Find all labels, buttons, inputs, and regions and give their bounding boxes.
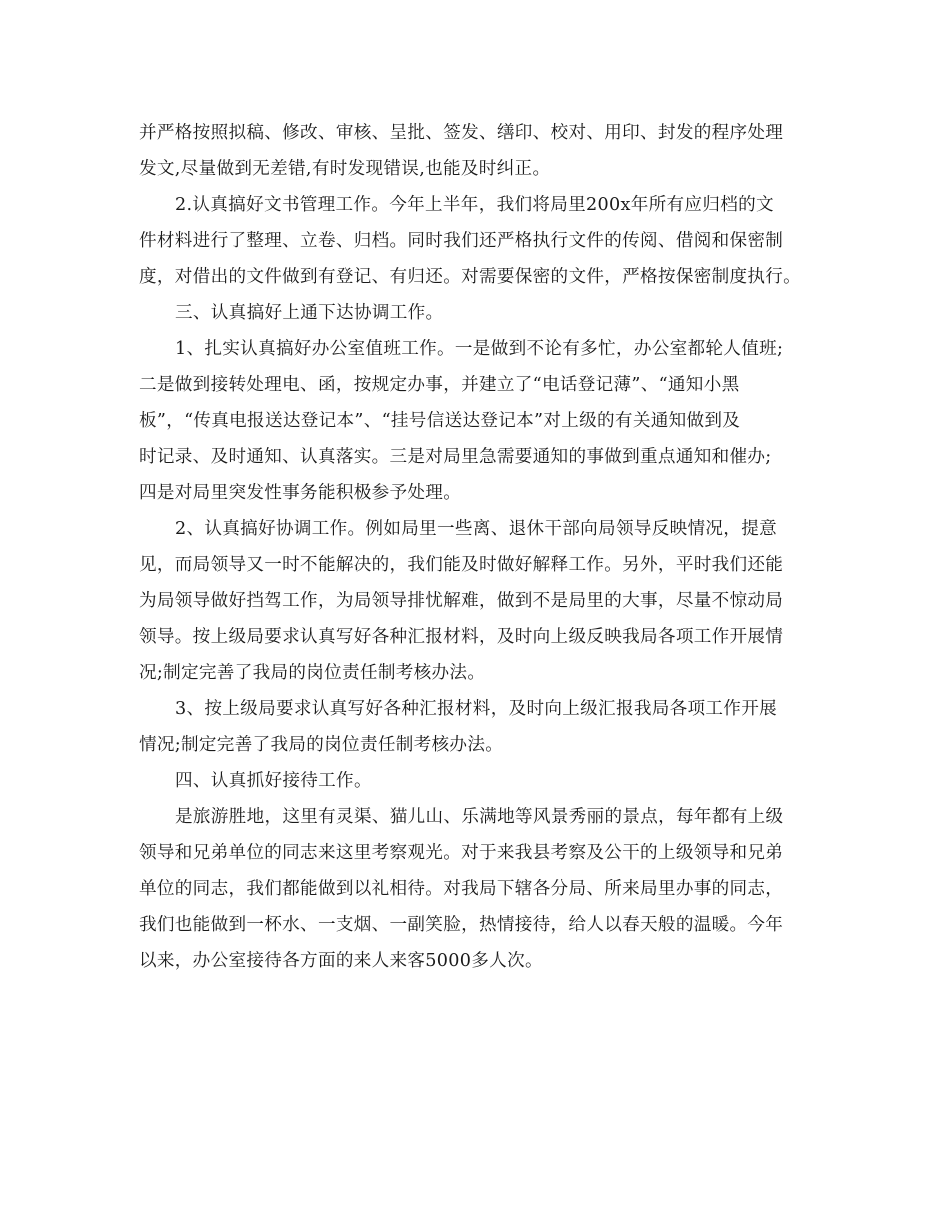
text-line: 以来，办公室接待各方面的来人来客5000多人次。	[139, 951, 543, 971]
text-line: 二是做到接转处理电、函，按规定办事，并建立了“电话登记薄”、“通知小黑	[139, 375, 740, 395]
text-line: 件材料进行了整理、立卷、归档。同时我们还严格执行文件的传阅、借阅和保密制	[139, 231, 784, 251]
text-line: 四、认真抓好接待工作。	[175, 771, 372, 791]
text-line: 况;制定完善了我局的岗位责任制考核办法。	[139, 663, 486, 683]
text-line: 领导和兄弟单位的同志来这里考察观光。对于来我县考察及公干的上级领导和兄弟	[139, 843, 784, 863]
text-line: 单位的同志，我们都能做到以礼相待。对我局下辖各分局、所来局里办事的同志，	[139, 879, 784, 899]
text-line: 时记录、及时通知、认真落实。三是对局里急需要通知的事做到重点通知和催办;	[139, 447, 772, 467]
text-line: 度，对借出的文件做到有登记、有归还。对需要保密的文件，严格按保密制度执行。	[139, 267, 802, 287]
text-line: 是旅游胜地，这里有灵渠、猫儿山、乐满地等风景秀丽的景点，每年都有上级	[175, 807, 784, 827]
text-line: 1、扎实认真搞好办公室值班工作。一是做到不论有多忙，办公室都轮人值班;	[175, 339, 784, 359]
text-line: 四是对局里突发性事务能积极参予处理。	[139, 483, 462, 503]
text-line: 为局领导做好挡驾工作，为局领导排忧解难，做到不是局里的大事，尽量不惊动局	[139, 591, 784, 611]
text-line: 领导。按上级局要求认真写好各种汇报材料，及时向上级反映我局各项工作开展情	[139, 627, 784, 647]
text-line: 2、认真搞好协调工作。例如局里一些离、退休干部向局领导反映情况，提意	[175, 519, 777, 539]
text-line: 发文,尽量做到无差错,有时发现错误,也能及时纠正。	[139, 159, 551, 179]
text-line: 板”，“传真电报送达登记本”、“挂号信送达登记本”对上级的有关通知做到及	[139, 411, 741, 431]
text-line: 并严格按照拟稿、修改、审核、呈批、签发、缮印、校对、用印、封发的程序处理	[139, 123, 784, 143]
text-line: 3、按上级局要求认真写好各种汇报材料，及时向上级汇报我局各项工作开展	[175, 699, 777, 719]
text-line: 三、认真搞好上通下达协调工作。	[175, 303, 444, 323]
text-line: 我们也能做到一杯水、一支烟、一副笑脸，热情接待，给人以春天般的温暖。今年	[139, 915, 784, 935]
text-line: 见，而局领导又一时不能解决的，我们能及时做好解释工作。另外，平时我们还能	[139, 555, 784, 575]
document-body	[139, 115, 829, 979]
text-line: 情况;制定完善了我局的岗位责任制考核办法。	[139, 735, 504, 755]
text-line: 2.认真搞好文书管理工作。今年上半年，我们将局里200x年所有应归档的文	[175, 195, 774, 215]
